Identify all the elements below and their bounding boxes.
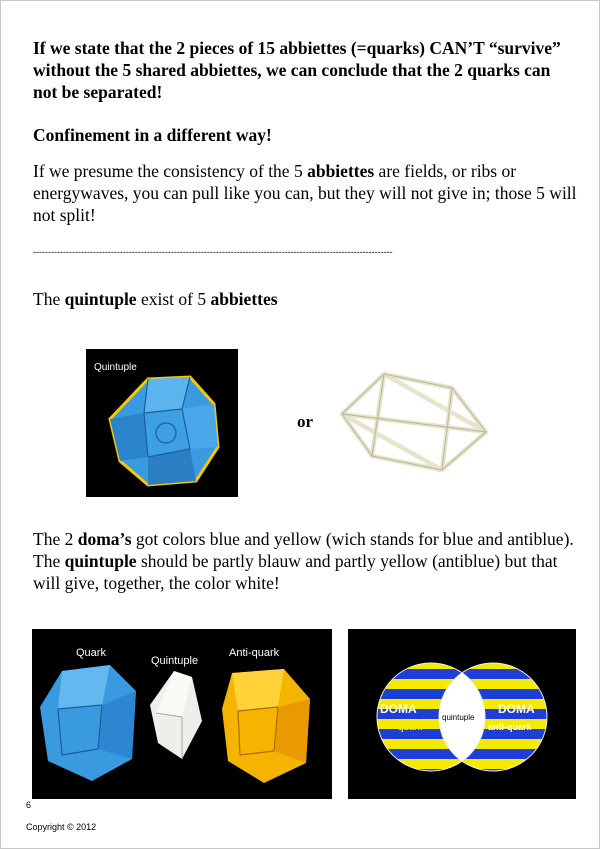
quark-models-shapes	[32, 629, 332, 799]
heading-confinement: Confinement in a different way!	[33, 125, 272, 145]
blue-quintuple-shape	[86, 349, 238, 497]
label-doma-left: DOMA	[380, 702, 417, 716]
quark-models-photo	[32, 629, 332, 799]
dashed-separator: ------------------------------------------------------------------------------------------------------------------------	[33, 247, 393, 257]
label-quintuple-venn: quintuple	[442, 713, 475, 722]
d-text-4: should be partly blauw and partly yellow (antiblue) but that will give, together, the color white!	[33, 551, 558, 593]
label-quintuple: Quintuple	[151, 655, 199, 667]
label-anti-quark: Anti-quark	[229, 647, 280, 659]
q-text-1: The	[33, 289, 65, 309]
or-word: or	[297, 412, 314, 431]
d-text-3: The	[33, 551, 65, 571]
quintuple-exists-line	[33, 288, 578, 310]
p2-text-2: are fields, or ribs or energywaves, you can pull like you can, but they will not give in; those 5 will not split!	[33, 161, 577, 225]
page-number: 6	[26, 800, 32, 810]
q-bold-quintuple: quintuple	[64, 289, 137, 309]
d-bold-quintuple: quintuple	[64, 551, 137, 571]
label-anti-quark-venn: anti-quark	[488, 722, 532, 732]
doma-paragraph	[33, 528, 578, 594]
paragraph-state-quarks: If we state that the 2 pieces of 15 abbiettes (=quarks) CAN’T “survive” without the 5 shared abbiettes, we can conclude that the 2 quarks can not be separated!	[33, 38, 561, 102]
label-quark-venn: quark	[398, 722, 423, 732]
doma-venn-diagram	[348, 629, 576, 799]
d-bold-domas: doma’s	[77, 529, 132, 549]
quintuple-photo-label: Quintuple	[94, 362, 137, 373]
copyright-notice: Copyright © 2012	[26, 822, 97, 832]
p2-text-1: If we presume the consistency of the 5	[33, 161, 308, 181]
label-quark: Quark	[76, 647, 106, 659]
d-text-2: got colors blue and yellow (wich stands for blue and antiblue).	[131, 529, 574, 549]
d-text-1: The 2	[33, 529, 78, 549]
paragraph-abbiettes-fields	[33, 160, 578, 226]
label-doma-right: DOMA	[498, 702, 535, 716]
wireframe-octahedron	[336, 366, 498, 478]
q-text-2: exist of 5	[136, 289, 211, 309]
quintuple-photo	[86, 349, 238, 497]
q-bold-abbiettes: abbiettes	[210, 289, 278, 309]
p2-bold-abbiettes: abbiettes	[307, 161, 375, 181]
